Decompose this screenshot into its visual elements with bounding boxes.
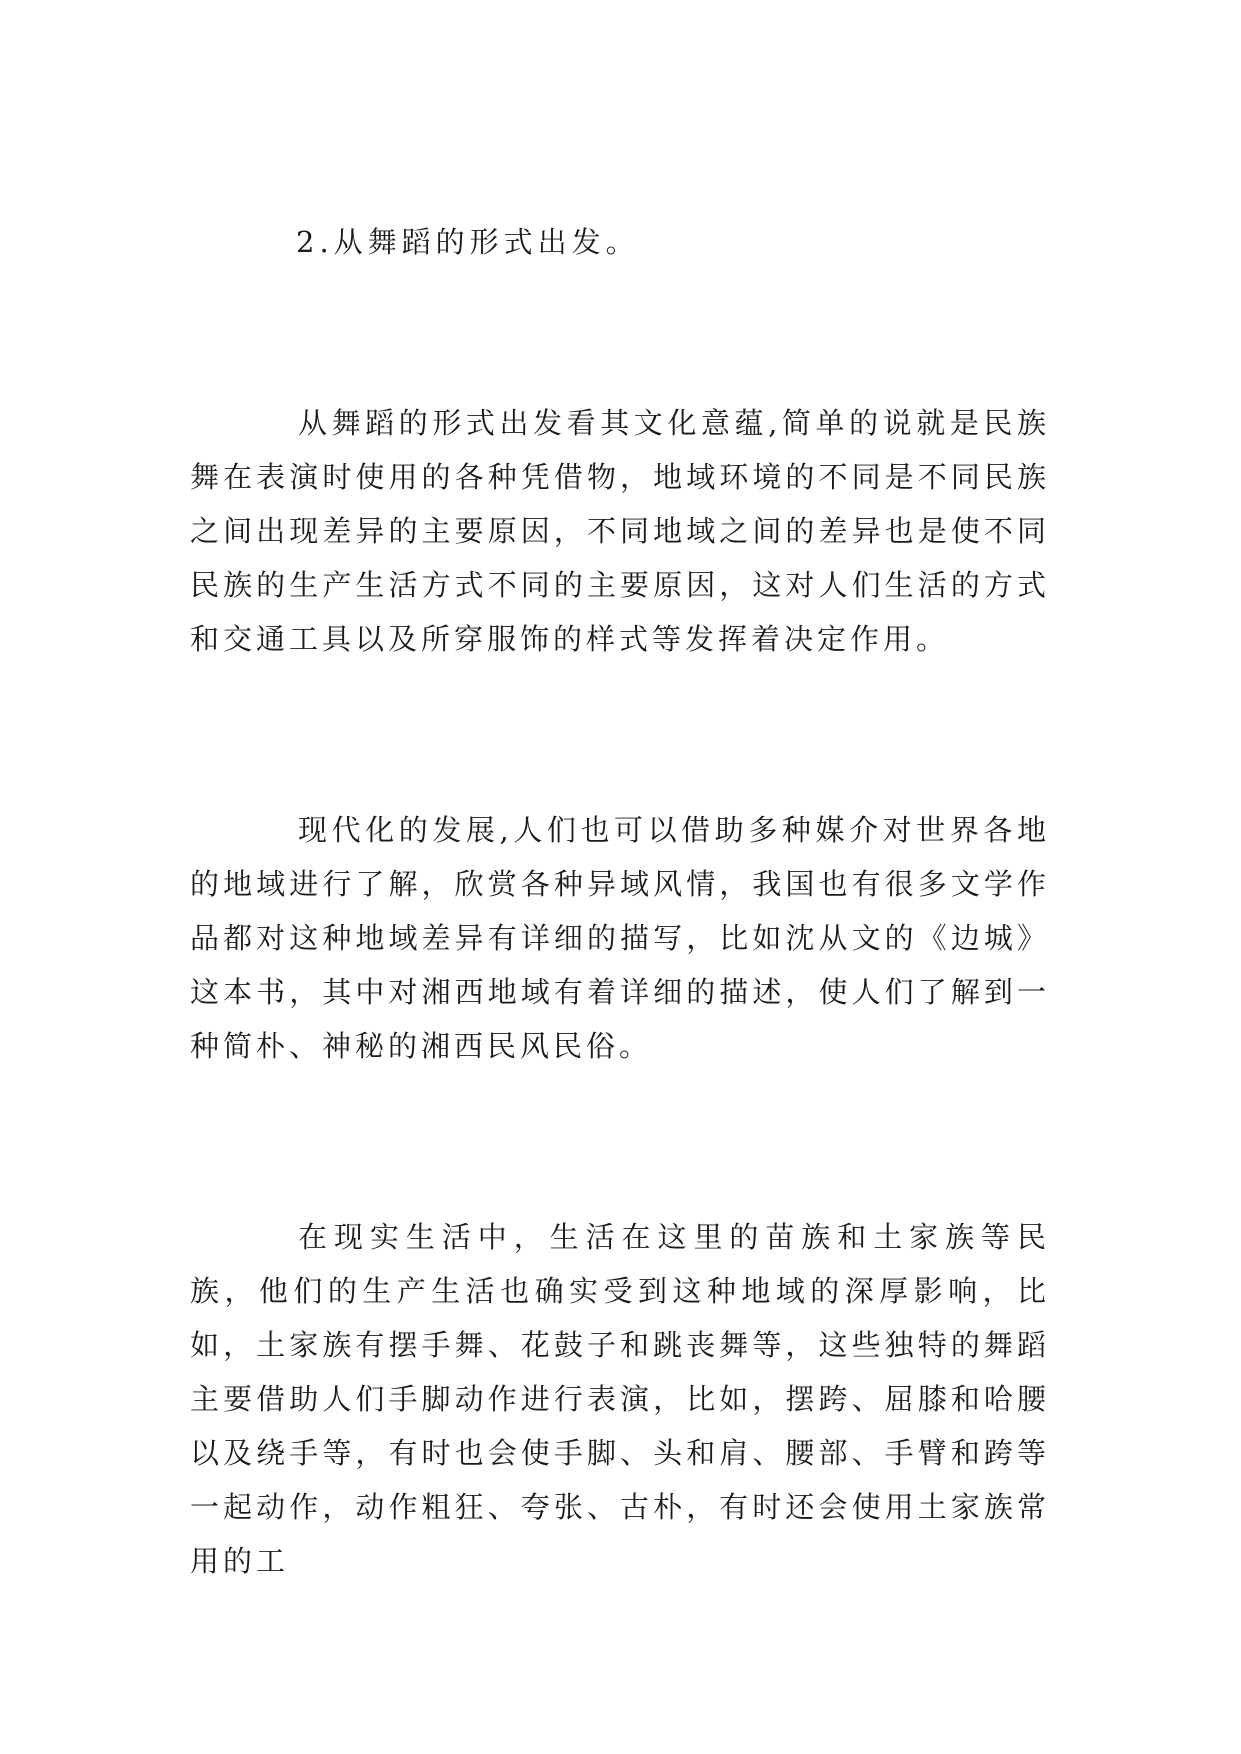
- section-heading: 2.从舞蹈的形式出发。: [296, 225, 640, 259]
- paragraph-modernization: 现代化的发展,人们也可以借助多种媒介对世界各地的地域进行了解，欣赏各种异域风情，我国也有很多文学作品都对这种地域差异有详细的描写，比如沈从文的《边城》这本书，其中对湘西地域有着详细的描述，使人们了解到一种简朴、神秘的湘西民风民俗。: [190, 813, 1050, 1063]
- paragraph-real-life: 在现实生活中，生活在这里的苗族和土家族等民族，他们的生产生活也确实受到这种地域的深厚影响，比如，土家族有摆手舞、花鼓子和跳丧舞等，这些独特的舞蹈主要借助人们手脚动作进行表演，比如，摆跨、屈膝和哈腰以及绕手等，有时也会使手脚、头和肩、腰部、手臂和跨等一起动作，动作粗狂、夸张、古朴，有时还会使用土家族常用的工: [190, 1220, 1050, 1578]
- paragraph-dance-form: 从舞蹈的形式出发看其文化意蕴,简单的说就是民族舞在表演时使用的各种凭借物，地域环境的不同是不同民族之间出现差异的主要原因，不同地域之间的差异也是使不同民族的生产生活方式不同的主要原因，这对人们生活的方式和交通工具以及所穿服饰的样式等发挥着决定作用。: [190, 406, 1050, 656]
